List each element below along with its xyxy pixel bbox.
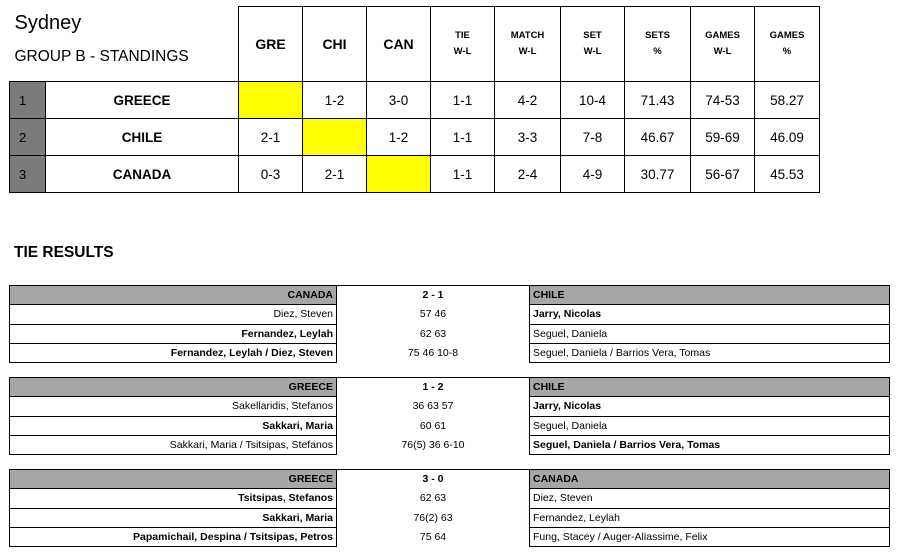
games-wl-cell: 59-69 [691,119,755,156]
rank-cell: 2 [10,119,46,156]
tie-block-canada-chile [9,285,890,363]
match-right-player: Seguel, Daniela / Barrios Vera, Tomas [530,343,890,362]
header-gre: GRE [239,7,303,82]
match-left-player: Fernandez, Leylah / Diez, Steven [10,343,337,362]
match-row [10,397,890,416]
standings-row [10,119,820,156]
match-left-player: Sakkari, Maria [10,508,337,527]
standings-header-row [10,7,820,82]
rank-cell: 3 [10,156,46,193]
match-right-player: Seguel, Daniela / Barrios Vera, Tomas [530,435,890,454]
match-score: 75 64 [419,531,447,544]
match-right-player: Seguel, Daniela [530,416,890,435]
vs-gre-cell: 0-3 [239,156,303,193]
header-tie: TIE W-L [431,7,495,82]
vs-gre-cell: 2-1 [239,119,303,156]
match-left-player: Fernandez, Leylah [10,324,337,343]
match-wl-cell: 4-2 [495,82,561,119]
standings-title-cell [10,7,239,82]
match-score: 62 63 [419,327,447,340]
games-pct-cell: 46.09 [755,119,820,156]
match-left-player: Papamichail, Despina / Tsitsipas, Petros [10,527,337,546]
match-row [10,527,890,546]
tie-header-row [10,286,890,305]
sets-pct-cell: 30.77 [625,156,691,193]
standings-table [9,6,820,193]
match-right-player: Jarry, Nicolas [530,397,890,416]
tie-header-row [10,470,890,489]
vs-can-cell: 1-2 [367,119,431,156]
tie-header-row [10,378,890,397]
match-score: 75 46 10-8 [407,347,459,360]
header-can: CAN [367,7,431,82]
standings-row [10,156,820,193]
match-score: 57 46 [419,308,447,321]
tie-left-team: GREECE [10,470,337,489]
match-right-player: Seguel, Daniela [530,324,890,343]
match-row [10,508,890,527]
games-pct-cell: 45.53 [755,156,820,193]
tie-wl-cell: 1-1 [431,82,495,119]
match-right-player: Jarry, Nicolas [530,305,890,324]
match-score: 60 61 [419,419,447,432]
match-score: 62 63 [419,492,447,505]
header-match: MATCH W-L [495,7,561,82]
tie-results-title: TIE RESULTS [14,244,114,261]
match-row [10,305,890,324]
standings-row [10,82,820,119]
match-wl-cell: 3-3 [495,119,561,156]
match-row [10,416,890,435]
match-right-player: Fung, Stacey / Auger-Aliassime, Felix [530,527,890,546]
match-score: 76(2) 63 [413,511,453,524]
match-wl-cell: 2-4 [495,156,561,193]
team-name: GREECE [46,82,239,119]
tie-right-team: CANADA [530,470,890,489]
tie-right-team: CHILE [530,286,890,305]
match-row [10,435,890,454]
header-games-pct: GAMES % [755,7,820,82]
header-games-wl: GAMES W-L [691,7,755,82]
tie-right-team: CHILE [530,378,890,397]
tie-score: 1 - 2 [337,378,530,397]
vs-can-cell: 3-0 [367,82,431,119]
tie-score: 2 - 1 [337,286,530,305]
rank-cell: 1 [10,82,46,119]
vs-chi-cell: 2-1 [303,156,367,193]
location-title: Sydney [14,11,82,34]
match-left-player: Tsitsipas, Stefanos [10,489,337,508]
self-cell [367,156,431,193]
match-row [10,489,890,508]
tie-block-greece-chile [9,377,890,455]
match-right-player: Diez, Steven [530,489,890,508]
tie-wl-cell: 1-1 [431,119,495,156]
tie-left-team: GREECE [10,378,337,397]
games-wl-cell: 74-53 [691,82,755,119]
match-left-player: Sakellaridis, Stefanos [10,397,337,416]
sets-pct-cell: 46.67 [625,119,691,156]
games-wl-cell: 56-67 [691,156,755,193]
tie-score: 3 - 0 [337,470,530,489]
sets-pct-cell: 71.43 [625,82,691,119]
tie-wl-cell: 1-1 [431,156,495,193]
team-name: CANADA [46,156,239,193]
match-score: 76(5) 36 6-10 [401,439,465,452]
team-name: CHILE [46,119,239,156]
match-left-player: Sakkari, Maria / Tsitsipas, Stefanos [10,435,337,454]
tie-block-greece-canada [9,469,890,547]
games-pct-cell: 58.27 [755,82,820,119]
header-set: SET W-L [561,7,625,82]
header-sets-pct: SETS % [625,7,691,82]
match-left-player: Diez, Steven [10,305,337,324]
vs-chi-cell: 1-2 [303,82,367,119]
match-row [10,324,890,343]
header-chi: CHI [303,7,367,82]
match-row [10,343,890,362]
match-score: 36 63 57 [412,400,454,413]
tie-left-team: CANADA [10,286,337,305]
set-wl-cell: 7-8 [561,119,625,156]
self-cell [303,119,367,156]
self-cell [239,82,303,119]
set-wl-cell: 10-4 [561,82,625,119]
group-title: GROUP B - STANDINGS [14,47,189,65]
set-wl-cell: 4-9 [561,156,625,193]
match-left-player: Sakkari, Maria [10,416,337,435]
match-right-player: Fernandez, Leylah [530,508,890,527]
